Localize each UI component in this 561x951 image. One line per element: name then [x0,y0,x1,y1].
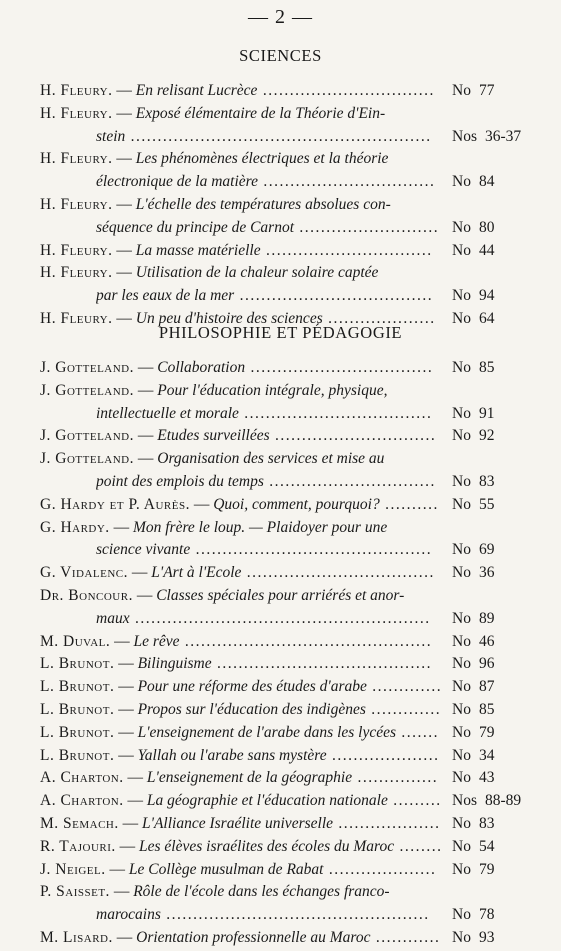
list-item [0,653,561,677]
issue-number-value: 89 [478,609,495,627]
issue-number-label: No [452,929,471,946]
entry-author: G. Hardy. [40,518,110,536]
entry-continuation-line [96,471,446,493]
entry-title: par les eaux de la mer [96,287,235,305]
list-item [0,517,561,563]
section-title: PHILOSOPHIE ET PÉDAGOGIE [158,323,403,342]
issue-number-label: No [452,746,471,764]
issue-number-value: 92 [478,427,495,445]
issue-number-value: 94 [478,287,495,305]
entry-first-line: H. Fleury. — Utilisation de la chaleur solaire captée [40,264,379,282]
entry-author: L. Brunot. [40,746,115,764]
dotted-leader: ................... [333,815,441,832]
list-item [0,927,561,951]
entry-first-line: M. Semach. — L'Alliance Israélite universelle ................... [40,815,441,832]
issue-number-value: 85 [478,701,495,718]
issue-number-value: 64 [478,310,495,327]
list-item [0,357,561,381]
entry-author: L. Brunot. [40,655,115,673]
entry-author: L. Brunot. [40,678,115,696]
entry-first-line: J. Gotteland. — Collaboration .................................. [40,359,434,376]
issue-number [452,562,494,584]
entry-continuation-line [96,171,446,193]
entry-continuation-line [96,904,446,926]
entry-author: R. Tajouri. [40,837,116,855]
entry-title: séquence du principe de Carnot [96,218,295,236]
dotted-leader: .................... [323,860,437,878]
issue-number-label: No [452,564,471,582]
issue-number-value: 79 [478,723,495,741]
dotted-leader: ................................... [238,404,433,422]
issue-number [452,425,494,447]
entry-title: Le Collège musulman de Rabat [128,860,324,878]
dotted-leader: ................................... [241,564,435,582]
issue-number-value: 69 [478,541,495,559]
entry-continuation-line [96,126,446,148]
entry-first-line: H. Fleury. — L'échelle des températures absolues con- [40,196,391,213]
issue-number-value: 44 [478,241,495,259]
entry-first-line: J. Gotteland. — Organisation des services et mise au [40,450,385,468]
entry-title: Exposé élémentaire de la Théorie d'Ein- [135,104,386,122]
entry-author: M. Duval. [40,632,111,650]
entry-title: Les élèves israélites des écoles du Maroc [139,837,395,855]
issue-number [452,722,494,744]
entry-author: J. Gotteland. [40,359,135,376]
dotted-leader: .................... [322,310,436,327]
issue-number-label: No [452,701,471,718]
issue-number-label: Nos [452,127,477,145]
issue-number-value: 54 [478,837,495,855]
list-item [0,562,561,586]
issue-number [452,126,521,148]
list-item [0,836,561,860]
issue-number-label: No [452,541,471,559]
entry-title: Collaboration [157,359,246,376]
entry-first-line: Dr. Boncour. — Classes spéciales pour arriérés et anor- [40,587,405,604]
entry-continuation-line [96,285,446,307]
entry-title: Classes spéciales pour arriérés et anor- [156,587,405,604]
issue-number-value: 46 [478,632,495,650]
entry-title: L'enseignement de la géographie [146,769,353,787]
list-item [0,631,561,655]
list-item [0,448,561,494]
entry-title: Quoi, comment, pourquoi? [213,495,380,513]
entry-first-line: J. Neigel. — Le Collège musulman de Rabat .................... [40,860,437,878]
dotted-leader: .......... [379,495,439,513]
entry-title: L'enseignement de l'arabe dans les lycées [137,723,397,741]
entry-first-line: M. Duval. — Le rêve .............................................. [40,632,433,650]
entry-author: H. Fleury. [40,196,113,213]
entry-author: A. Charton. [40,792,124,810]
issue-number-value: 85 [478,359,495,376]
dotted-leader: .............................................. [179,632,433,650]
issue-number-label: No [452,427,471,445]
entry-title: Etudes surveillées [157,427,270,445]
list-item [0,425,561,449]
issue-number-label: Nos [452,792,477,810]
issue-number-label: No [452,359,471,376]
entry-title: Yallah ou l'arabe sans mystère [137,746,327,764]
dotted-leader: ................................................. [160,906,430,924]
list-item [0,813,561,837]
entry-title: La masse matérielle [135,241,261,259]
entry-first-line: M. Lisard. — Orientation professionnelle au Maroc ............ [40,929,441,946]
issue-number-label: No [452,815,471,832]
list-item [0,676,561,700]
entry-continuation-line [96,403,446,425]
list-item [0,148,561,194]
dotted-leader: ............. [366,678,443,696]
issue-number-value: 79 [478,860,495,878]
entry-author: H. Fleury. [40,150,113,168]
entry-first-line: L. Brunot. — Bilinguisme ........................................ [40,655,433,673]
entry-author: Dr. Boncour. [40,587,133,604]
entry-author: J. Neigel. [40,860,106,878]
dotted-leader: ........................................ [211,655,433,673]
entry-first-line: R. Tajouri. — Les élèves israélites des écoles du Maroc ........ [40,837,443,855]
list-item [0,262,561,308]
issue-number [452,631,494,653]
dotted-leader: .......................... [294,218,440,236]
entry-first-line: H. Fleury. — La masse matérielle ............................... [40,241,433,259]
list-item [0,881,561,927]
entry-author: H. Fleury. [40,104,113,122]
issue-number [452,80,494,102]
entry-first-line: A. Charton. — La géographie et l'éducation nationale ......... [40,792,442,810]
entry-first-line: J. Gotteland. — Pour l'éducation intégrale, physique, [40,381,388,399]
issue-number-value: 80 [478,218,495,236]
list-item [0,194,561,240]
entry-title: Propos sur l'éducation des indigènes [137,701,366,718]
entry-first-line: J. Gotteland. — Etudes surveillées .............................. [40,427,437,445]
entry-first-line: L. Brunot. — L'enseignement de l'arabe dans les lycées ....... [40,723,440,741]
issue-number-label: No [452,173,471,191]
dotted-leader: ............................... [263,472,436,490]
dotted-leader: ................................ [257,82,435,99]
issue-number-label: No [452,655,471,673]
list-item [0,790,561,814]
issue-number [452,904,494,926]
issue-number-label: No [452,404,471,422]
entry-author: M. Semach. [40,815,119,832]
dotted-leader: ................................ [257,173,436,191]
issue-number-label: No [452,837,471,855]
entry-title: Pour l'éducation intégrale, physique, [157,381,388,399]
entry-first-line: H. Fleury. — Un peu d'histoire des sciences .................... [40,310,436,327]
section-title: SCIENCES [239,46,322,65]
entry-title: L'Alliance Israélite universelle [142,815,334,832]
dotted-leader: .................................. [245,359,434,376]
dotted-leader: ............................................ [190,541,433,559]
entry-author: P. Saisset. [40,883,110,901]
entry-title: point des emplois du temps [96,472,264,490]
entry-first-line: A. Charton. — L'enseignement de la géographie ............... [40,769,439,787]
entry-title: science vivante [96,541,191,559]
issue-number [452,285,494,307]
entry-title: maux [96,609,130,627]
issue-number-label: No [452,678,471,696]
entry-author: M. Lisard. [40,929,113,946]
entry-first-line: H. Fleury. — Les phénomènes électriques et la théorie [40,150,389,168]
issue-number-label: No [452,287,471,305]
entry-author: H. Fleury. [40,82,113,99]
entry-title: électronique de la matière [96,173,258,191]
issue-number-value: 84 [478,173,495,191]
entry-first-line: G. Hardy et P. Aurès. — Quoi, comment, pourquoi? .......... [40,495,439,513]
entry-title: marocains [96,906,161,924]
entry-first-line: G. Vidalenc. — L'Art à l'Ecole ................................... [40,564,435,582]
dotted-leader: ............ [370,929,441,946]
entry-title: Bilinguisme [137,655,212,673]
entry-first-line: L. Brunot. — Pour une réforme des études d'arabe ............. [40,678,443,696]
entry-author: J. Gotteland. [40,450,135,468]
entry-continuation-line [96,217,446,239]
issue-number-value: 34 [478,746,495,764]
entry-author: G. Vidalenc. [40,564,129,582]
entry-author: J. Gotteland. [40,381,135,399]
issue-number-value: 36 [478,564,495,582]
entry-author: A. Charton. [40,769,124,787]
issue-number [452,217,494,239]
issue-number [452,240,494,262]
issue-number-value: 83 [478,815,495,832]
entry-first-line: G. Hardy. — Mon frère le loup. — Plaidoyer pour une [40,518,388,536]
list-item [0,767,561,791]
dotted-leader: .................... [326,746,440,764]
entry-title: Le rêve [133,632,180,650]
entry-title: Pour une réforme des études d'arabe [137,678,367,696]
issue-number-value: 43 [478,769,495,787]
entry-first-line: H. Fleury. — Exposé élémentaire de la Théorie d'Ein- [40,104,386,122]
issue-number-label: No [452,82,471,99]
entry-title: Rôle de l'école dans les échanges franco- [133,883,390,901]
issue-number-value: 83 [478,472,495,490]
issue-number [452,790,521,812]
issue-number [452,927,494,949]
issue-number [452,676,494,698]
entry-title: Utilisation de la chaleur solaire captée [135,264,379,282]
issue-number [452,745,494,767]
dotted-leader: ....... [396,723,440,741]
dotted-leader: .................................... [234,287,434,305]
dotted-leader: ............. [365,701,442,718]
issue-number-label: No [452,241,471,259]
list-item [0,745,561,769]
list-item [0,585,561,631]
entry-title: L'Art à l'Ecole [151,564,242,582]
entry-continuation-line [96,608,446,630]
dotted-leader: ............................... [260,241,433,259]
entry-title: Un peu d'histoire des sciences [135,310,323,327]
dotted-leader: ........ [394,837,443,855]
entry-first-line: H. Fleury. — En relisant Lucrèce ................................ [40,82,435,99]
list-item [0,80,561,104]
dotted-leader: ......... [387,792,442,810]
list-item [0,699,561,723]
entry-title: Mon frère le loup. — Plaidoyer pour une [132,518,388,536]
issue-number-label: No [452,769,471,787]
entry-author: H. Fleury. [40,241,113,259]
issue-number [452,608,494,630]
entry-continuation-line [96,539,446,561]
entry-first-line: P. Saisset. — Rôle de l'école dans les échanges franco- [40,883,390,901]
entry-title: La géographie et l'éducation nationale [146,792,388,810]
issue-number [452,357,494,379]
issue-number-value: 55 [478,495,495,513]
list-item [0,103,561,149]
entry-author: H. Fleury. [40,310,113,327]
issue-number-value: 96 [478,655,495,673]
entry-first-line: L. Brunot. — Yallah ou l'arabe sans mystère .................... [40,746,440,764]
entry-title: L'échelle des températures absolues con- [135,196,391,213]
dotted-leader: ............... [352,769,439,787]
entry-author: G. Hardy et P. Aurès. [40,495,190,513]
entry-author: L. Brunot. [40,723,115,741]
issue-number-value: 36-37 [484,127,522,145]
dotted-leader: ....................................................... [129,609,431,627]
issue-number [452,813,494,835]
issue-number [452,653,494,675]
dotted-leader: ........................................................ [125,127,432,145]
issue-number-value: 78 [478,906,495,924]
entry-title: intellectuelle et morale [96,404,239,422]
issue-number [452,767,494,789]
issue-number-value: 88-89 [484,792,522,810]
issue-number-label: No [452,218,471,236]
issue-number-value: 77 [478,82,495,99]
issue-number [452,171,494,193]
issue-number-label: No [452,860,471,878]
issue-number-label: No [452,310,471,327]
issue-number-value: 91 [478,404,495,422]
entry-author: H. Fleury. [40,264,113,282]
entry-title: Organisation des services et mise au [157,450,385,468]
entry-title: En relisant Lucrèce [135,82,258,99]
issue-number-value: 93 [478,929,495,946]
issue-number-label: No [452,723,471,741]
page-number: — 2 — [248,6,313,28]
issue-number [452,539,494,561]
issue-number-label: No [452,495,471,513]
entry-title: stein [96,127,126,145]
list-item [0,380,561,426]
entry-title: Les phénomènes électriques et la théorie [135,150,389,168]
issue-number [452,859,494,881]
entry-title: Orientation professionnelle au Maroc [136,929,371,946]
list-item [0,722,561,746]
entry-author: L. Brunot. [40,701,115,718]
issue-number [452,836,494,858]
issue-number-value: 87 [478,678,495,696]
issue-number-label: No [452,906,471,924]
issue-number-label: No [452,472,471,490]
issue-number [452,403,494,425]
list-item [0,240,561,264]
list-item [0,494,561,518]
list-item [0,859,561,883]
entry-first-line: L. Brunot. — Propos sur l'éducation des indigènes ............. [40,701,442,718]
issue-number [452,494,494,516]
issue-number-label: No [452,609,471,627]
dotted-leader: .............................. [269,427,437,445]
issue-number [452,699,494,721]
issue-number [452,471,494,493]
issue-number-label: No [452,632,471,650]
entry-author: J. Gotteland. [40,427,135,445]
